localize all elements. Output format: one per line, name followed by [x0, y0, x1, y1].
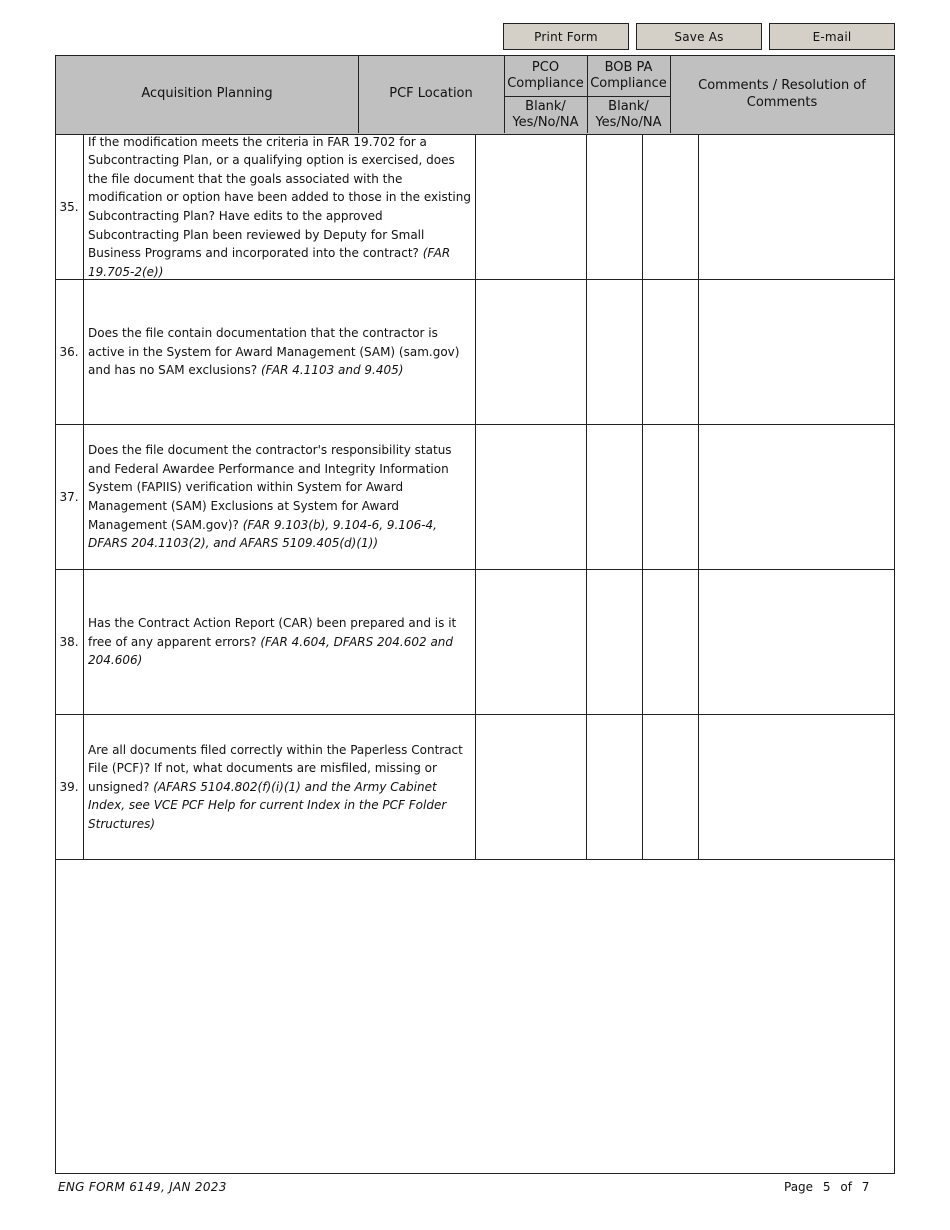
total-pages: 7: [861, 1180, 870, 1194]
form-id: ENG FORM 6149, JAN 2023: [58, 1180, 227, 1194]
header-pco-compliance: PCO Compliance: [507, 59, 584, 91]
of-label: of: [840, 1180, 852, 1194]
bob-pa-compliance-field[interactable]: [643, 570, 698, 714]
row-divider: [83, 280, 84, 425]
bob-pa-compliance-field[interactable]: [643, 280, 698, 424]
row-number: 39.: [59, 780, 79, 794]
pco-compliance-field[interactable]: [587, 425, 642, 569]
question-citation: (AFARS 5104.802(f)(i)(1) and the Army Cabinet Index, see VCE PCF Help for current Index in the PCF Folder Structures): [88, 779, 447, 831]
page-label: Page: [784, 1180, 814, 1194]
pco-compliance-field[interactable]: [587, 135, 642, 279]
pcf-location-field[interactable]: [476, 280, 586, 424]
pco-compliance-field[interactable]: [587, 715, 642, 859]
comments-field[interactable]: [699, 280, 893, 424]
header-comments: Comments / Resolution of Comments: [698, 78, 866, 110]
question-citation: (FAR 9.103(b), 9.104-6, 9.106-4, DFARS 204.1103(2), and AFARS 5109.405(d)(1)): [88, 517, 437, 551]
page-number: 5: [822, 1180, 831, 1194]
email-button[interactable]: E-mail: [769, 23, 895, 50]
header-pco-options: Blank/ Yes/No/NA: [512, 98, 579, 130]
question-text: Has the Contract Action Report (CAR) been prepared and is it free of any apparent errors? (FAR 4.604, DFARS 204.602 and 204.606): [88, 616, 457, 668]
comments-field[interactable]: [699, 570, 893, 714]
row-number: 36.: [59, 345, 79, 359]
pco-compliance-field[interactable]: [587, 280, 642, 424]
header-acquisition-planning: Acquisition Planning: [141, 86, 273, 102]
checklist-row: [55, 715, 895, 860]
header-bob-pa-compliance: BOB PA Compliance: [590, 59, 667, 91]
question-citation: (FAR 19.705-2(e)): [88, 246, 451, 279]
question-text: If the modification meets the criteria in FAR 19.702 for a Subcontracting Plan, or a qualifying option is exercised, does the file document that the goals associated with the modification or option have been added to those in the existing Subcontracting Plan? Have edits to the approved Subcontracting Plan been reviewed by Deputy for Small Business Programs and incorporated into the contract? (FAR 19.705-2(e)): [88, 134, 471, 279]
pco-compliance-field[interactable]: [587, 570, 642, 714]
question-text: Does the file contain documentation that the contractor is active in the System for Award Management (SAM) (sam.gov) and has no SAM exclusions? (FAR 4.1103 and 9.405): [88, 326, 460, 378]
row-number: 38.: [59, 635, 79, 649]
row-divider: [83, 715, 84, 860]
comments-field[interactable]: [699, 135, 893, 279]
checklist-row: [55, 425, 895, 570]
header-pcf-location: PCF Location: [389, 86, 473, 102]
row-divider: [83, 135, 84, 280]
checklist-row: [55, 280, 895, 425]
question-citation: (FAR 4.1103 and 9.405): [260, 363, 404, 378]
header-bob-options: Blank/ Yes/No/NA: [595, 98, 662, 130]
row-divider: [83, 570, 84, 715]
pcf-location-field[interactable]: [476, 135, 586, 279]
checklist-row: [55, 135, 895, 280]
comments-field[interactable]: [699, 425, 893, 569]
bob-pa-compliance-field[interactable]: [643, 135, 698, 279]
row-number: 35.: [59, 200, 79, 214]
table-header: [55, 55, 895, 135]
bob-pa-compliance-field[interactable]: [643, 425, 698, 569]
pcf-location-field[interactable]: [476, 715, 586, 859]
pcf-location-field[interactable]: [476, 425, 586, 569]
print-form-button[interactable]: Print Form: [503, 23, 629, 50]
comments-field[interactable]: [699, 715, 893, 859]
pcf-location-field[interactable]: [476, 570, 586, 714]
save-as-button[interactable]: Save As: [636, 23, 762, 50]
checklist-row: [55, 570, 895, 715]
row-divider: [83, 425, 84, 570]
bob-pa-compliance-field[interactable]: [643, 715, 698, 859]
question-text: Does the file document the contractor's responsibility status and Federal Awardee Performance and Integrity Information System (FAPIIS) verification within System for Award Management (SAM) Exclusions at System for Award Management (SAM.gov)? (FAR 9.103(b), 9.104-6, 9.106-4, DFARS 204.1103(2), and AFARS 5109.405(d)(1)): [88, 443, 452, 551]
question-citation: (FAR 4.604, DFARS 204.602 and 204.606): [88, 634, 454, 668]
page-indicator: [784, 1180, 875, 1194]
question-text: Are all documents filed correctly within the Paperless Contract File (PCF)? If not, what documents are misfiled, missing or unsigned? (AFARS 5104.802(f)(i)(1) and the Army Cabinet Index, see VCE PCF Help for current Index in the PCF Folder Structures): [88, 742, 463, 831]
row-number: 37.: [59, 490, 79, 504]
